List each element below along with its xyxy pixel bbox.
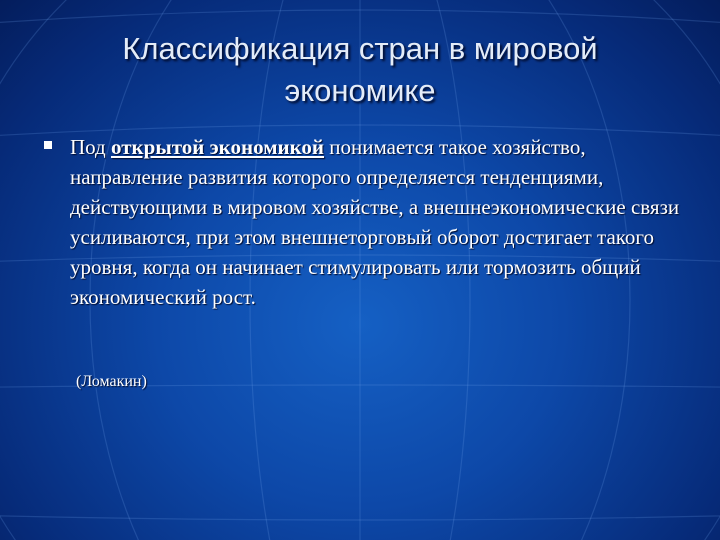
square-bullet-icon: [44, 141, 52, 149]
slide-title: [0, 28, 720, 112]
source-citation: (Ломакин): [76, 373, 147, 390]
open-economy-term: открытой экономикой: [111, 135, 325, 159]
title-line-2: экономике: [284, 73, 436, 108]
bullet-paragraph: [70, 132, 684, 312]
title-line-1: Классификация стран в мировой: [122, 31, 598, 66]
bullet-item: [44, 132, 684, 312]
paragraph-prefix: Под: [70, 135, 111, 159]
paragraph-body: понимается такое хозяйство, направление развития которого определяется тенденциями, действующими в мировом хозяйстве, а внешнеэкономические связи усиливаются, при этом внешнеторговый оборот достигает такого уровня, когда он начинает стимулировать или тормозить общий экономический рост.: [70, 135, 680, 309]
